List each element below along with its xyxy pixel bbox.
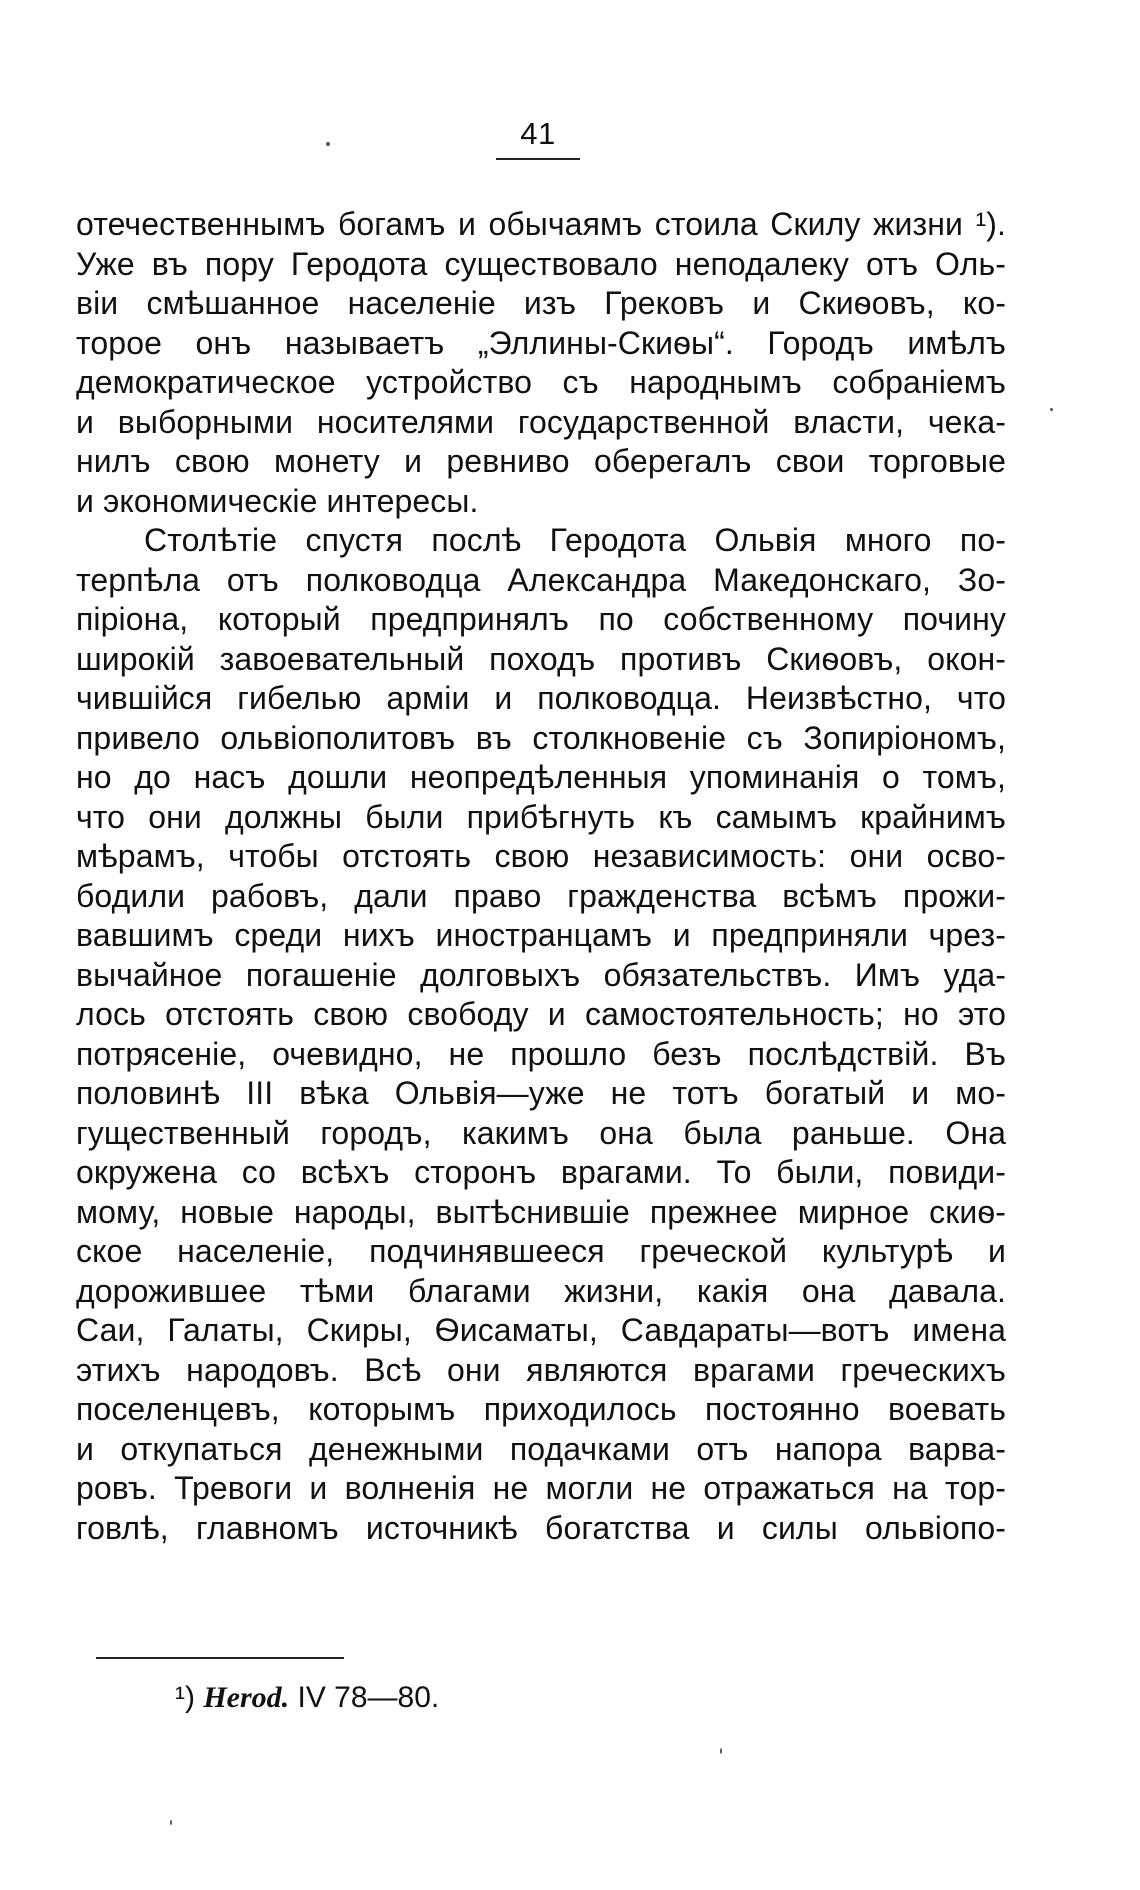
text-line: половинѣ III вѣка Ольвія—уже не тотъ богатый и мо-: [76, 1075, 1006, 1111]
text-line: мѣрамъ, чтобы отстоять свою независимость: они осво-: [76, 838, 1006, 874]
text-line: и экономическіе интересы.: [76, 482, 479, 519]
text-line: терпѣла отъ полководца Александра Македонскаго, Зо-: [76, 561, 1006, 598]
text-line: ровъ. Тревоги и волненія не могли не отражаться на тор-: [76, 1470, 1006, 1506]
text-line: этихъ народовъ. Всѣ они являются врагами греческихъ: [76, 1351, 1006, 1388]
print-speck: [326, 142, 330, 146]
text-line: поселенцевъ, которымъ приходилось постоянно воевать: [76, 1391, 1006, 1427]
text-line: демократическое устройство съ народнымъ собраніемъ: [76, 364, 1006, 400]
print-speck: [1050, 408, 1053, 411]
text-line: гущественный городъ, какимъ она была раньше. Она: [76, 1114, 1006, 1151]
page-number-rule: [496, 158, 580, 160]
text-line: дорожившее тѣми благами жизни, какія она давала.: [76, 1272, 1006, 1309]
print-speck: [720, 1748, 722, 1754]
text-line: чившійся гибелью арміи и полководца. Неизвѣстно, что: [76, 680, 1006, 716]
text-line: окружена со всѣхъ сторонъ врагами. То были, повиди-: [76, 1154, 1006, 1190]
text-line: потрясеніе, очевидно, не прошло безъ послѣдствій. Въ: [76, 1035, 1006, 1072]
text-line: вавшимъ среди нихъ иностранцамъ и предприняли чрез-: [76, 917, 1006, 953]
text-line: говлѣ, главномъ источникѣ богатства и силы ольвіопо-: [76, 1509, 1006, 1546]
text-line: широкій завоевательный походъ противъ Скиѳовъ, окон-: [76, 640, 1006, 677]
footnote-rule: [96, 1657, 344, 1659]
text-line: привело ольвіополитовъ въ столкновеніе съ Зопиріономъ,: [76, 719, 1006, 756]
text-line: и выборными носителями государственной власти, чека-: [76, 403, 1006, 440]
text-line: но до насъ дошли неопредѣленныя упоминанія о томъ,: [76, 759, 1006, 795]
text-line: и откупаться денежными подачками отъ напора варва-: [76, 1430, 1006, 1467]
text-line: торое онъ называетъ „Эллины-Скиѳы“. Городъ имѣлъ: [76, 324, 1006, 361]
body-text: [76, 205, 1006, 1548]
text-line: нилъ свою монету и ревниво оберегалъ свои торговые: [76, 443, 1006, 479]
text-line: вычайное погашеніе долговыхъ обязательствъ. Имъ уда-: [76, 956, 1006, 993]
footnote-reference: IV 78—80.: [297, 1681, 440, 1714]
text-line: бодили рабовъ, дали право гражденства всѣмъ прожи-: [76, 877, 1006, 914]
page-number: 41: [520, 116, 556, 151]
text-line: піріона, который предпринялъ по собственному почину: [76, 601, 1006, 637]
text-line: Саи, Галаты, Скиры, Ѳисаматы, Савдараты—вотъ имена: [76, 1312, 1006, 1348]
text-line: отечественнымъ богамъ и обычаямъ стоила Скилу жизни ¹).: [76, 206, 1006, 242]
text-line: лось отстоять свою свободу и самостоятельность; но это: [76, 996, 1006, 1032]
footnote-source: Herod.: [203, 1681, 290, 1714]
footnote-marker: ¹): [175, 1681, 195, 1714]
text-line: Столѣтіе спустя послѣ Геродота Ольвія много по-: [144, 522, 1006, 558]
text-line: что они должны были прибѣгнуть къ самымъ крайнимъ: [76, 798, 1006, 835]
text-line: мому, новые народы, вытѣснившіе прежнее мирное скиѳ-: [76, 1193, 1006, 1230]
text-line: ское населеніе, подчинявшееся греческой культурѣ и: [76, 1233, 1006, 1269]
footnote: [175, 1680, 439, 1716]
print-speck: [170, 1820, 172, 1825]
text-line: Уже въ пору Геродота существовало неподалеку отъ Оль-: [76, 245, 1006, 282]
text-line: віи смѣшанное населеніе изъ Грековъ и Скиѳовъ, ко-: [76, 285, 1006, 321]
